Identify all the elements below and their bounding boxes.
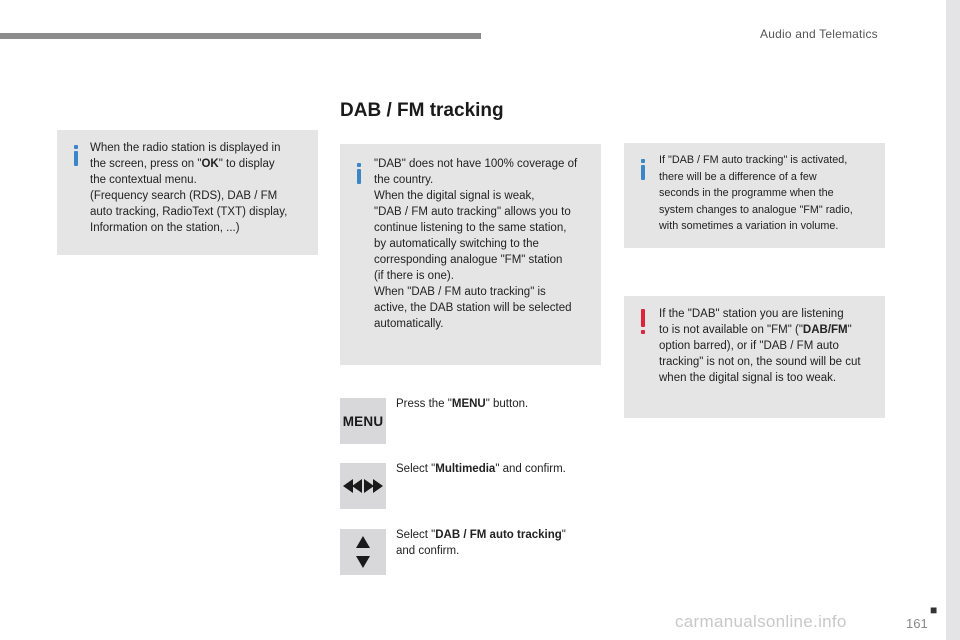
note-text: If "DAB / FM auto tracking" is activated, there will be a difference of a few seconds in the programme when the system changes to analogue "FM" radio, with sometimes a variation in volume. (659, 154, 853, 232)
page-marker: ■ (930, 603, 938, 617)
step-multimedia: Select "Multimedia" and confirm. (396, 463, 566, 475)
info-icon (641, 165, 645, 180)
section-title: DAB / FM tracking (340, 100, 504, 121)
note-warning (624, 296, 885, 418)
step-menu: Press the "MENU" button. (396, 398, 529, 410)
note-contextual-menu (57, 130, 318, 255)
note-text: When the radio station is displayed in the screen, press on "OK" to display the contextual menu. (Frequency search (RDS), DAB / FM auto tracking, RadioText (TXT) display, Information on the station, ...) (90, 142, 288, 234)
info-icon (74, 151, 78, 166)
note-text: "DAB" does not have 100% coverage of the country. When the digital signal is weak, "DAB / FM auto tracking" allows you to continue listening to the same station, by automatically switching to the corresponding analogue "FM" station (if there is one). When "DAB / FM auto tracking" is active, the DAB station will be selected automatically. (374, 158, 578, 330)
page-number: 161 (906, 616, 928, 631)
header-bar (0, 33, 481, 39)
step-dab-fm-tracking: Select "DAB / FM auto tracking" and confirm. (396, 529, 566, 557)
left-right-arrows-icon (340, 463, 386, 509)
warning-exclamation-icon (641, 309, 645, 327)
menu-icon-label: MENU (342, 413, 384, 429)
page-header-title: Audio and Telematics (760, 27, 878, 41)
watermark: carmanualsonline.info (675, 612, 847, 631)
note-tracking-activated (624, 143, 885, 248)
info-icon (357, 169, 361, 184)
side-strip (946, 0, 960, 640)
menu-button-icon (340, 398, 386, 444)
up-down-arrows-icon (340, 529, 386, 575)
note-dab-coverage (340, 144, 601, 365)
warning-text: If the "DAB" station you are listening to is not available on "FM" ("DAB/FM" option barred), or if "DAB / FM auto tracking" is not on, the sound will be cut when the digital signal is too weak. (659, 308, 861, 384)
